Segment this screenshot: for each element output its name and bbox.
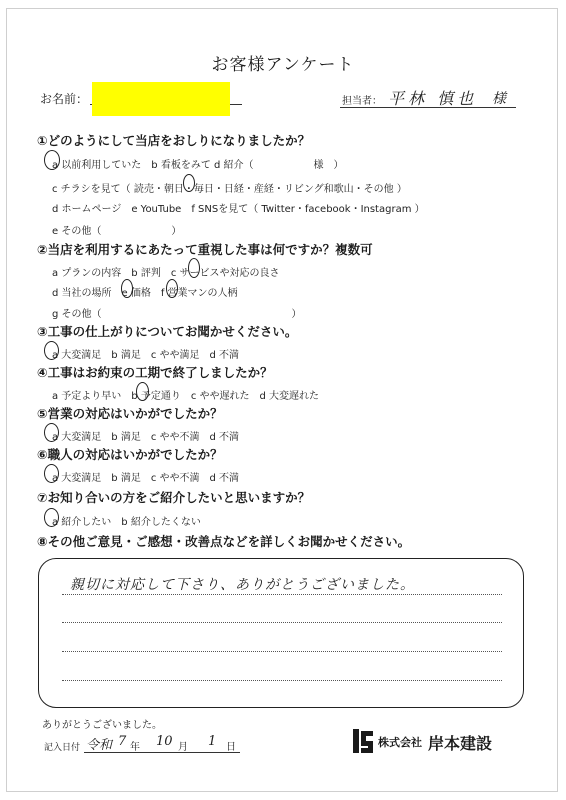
q4-answer-circle-b: [136, 382, 149, 401]
q4-options: a 予定より早い b 予定通り c やや遅れた d 大変遅れた: [52, 391, 320, 402]
name-redaction: [92, 82, 230, 116]
staff-suffix: 様: [492, 91, 506, 107]
q1-option-line-4: e その他（ ）: [52, 226, 182, 237]
name-label: お名前：: [40, 92, 89, 106]
q2-answer-circle-f: [166, 279, 178, 298]
q7-options: a 紹介したい b 紹介したくない: [52, 517, 201, 528]
q1-answer-circle-a: [44, 150, 60, 170]
q5-answer-circle-a: [44, 423, 59, 442]
comment-line-2: [62, 622, 502, 623]
q1-answer-circle-c: [183, 174, 195, 192]
staff-name: 平林 慎也: [388, 89, 478, 108]
comment-handwritten: 親切に対応して下さり、ありがとうございました。: [70, 577, 415, 593]
company-prefix: 株式会社: [378, 736, 422, 749]
company-name: 岸本建設: [428, 734, 493, 753]
date-day-unit: 日: [226, 742, 236, 753]
date-year: 7: [118, 734, 127, 749]
staff-underline: [340, 107, 516, 108]
q3-options: a 大変満足 b 満足 c やや満足 d 不満: [52, 350, 240, 361]
date-label: 記入日付: [44, 743, 81, 753]
q1-option-line-1: a 以前利用していた b 看板をみて d 紹介（ 様 ）: [52, 160, 344, 171]
question-1: ①どのようにして当店をおしりになりましたか？: [37, 133, 311, 148]
q2-option-line-3: g その他（ ）: [52, 309, 302, 320]
q1-option-line-3: d ホームページ e YouTube f SNSを見て（ Twitter・facebook・Instagram ）: [52, 204, 425, 215]
q5-options: a 大変満足 b 満足 c やや不満 d 不満: [52, 432, 240, 443]
q2-option-line-2: d 当社の場所 e 価格 f 営業マンの人柄: [52, 288, 238, 299]
staff-label: 担当者：: [342, 96, 382, 107]
question-8: ⑧その他ご意見・ご感想・改善点などを詳しくお聞かせください。: [37, 534, 411, 549]
q6-options: a 大変満足 b 満足 c やや不満 d 不満: [52, 473, 240, 484]
question-4: ④工事はお約束の工期で終了しましたか？: [37, 365, 273, 380]
question-3: ③工事の仕上がりについてお聞かせください。: [37, 324, 298, 339]
comment-line-4: [62, 680, 502, 681]
question-2: ②当店を利用するにあたって重視した事は何ですか？複数可: [37, 242, 373, 257]
question-6: ⑥職人の対応はいかがでしたか？: [37, 447, 223, 462]
question-7: ⑦お知り合いの方をご紹介したいと思いますか？: [37, 490, 311, 505]
date-year-unit: 年: [130, 742, 140, 753]
question-5: ⑤営業の対応はいかがでしたか？: [37, 406, 223, 421]
q6-answer-circle-a: [44, 464, 59, 483]
date-month: 10: [156, 734, 173, 749]
comment-line-1: [62, 594, 502, 595]
q3-answer-circle-a: [44, 341, 59, 360]
q2-option-line-1: a プランの内容 b 評判 c サービスや対応の良さ: [52, 268, 280, 279]
page-title: お客様アンケート: [211, 55, 355, 75]
q2-answer-circle-c: [188, 258, 200, 278]
q2-answer-circle-e: [121, 279, 133, 298]
date-month-unit: 月: [178, 742, 188, 753]
date-underline: [84, 752, 240, 753]
q7-answer-circle-a: [44, 508, 59, 527]
date-day: 1: [208, 734, 217, 749]
date-era: 令和: [86, 738, 113, 753]
company-logo-icon: [352, 728, 374, 754]
thanks-text: ありがとうございました。: [42, 720, 162, 731]
comment-line-3: [62, 651, 502, 652]
q1-option-line-2: c チラシを見て（ 読売・朝日・毎日・日経・産経・リビング和歌山・その他 ）: [52, 184, 407, 195]
